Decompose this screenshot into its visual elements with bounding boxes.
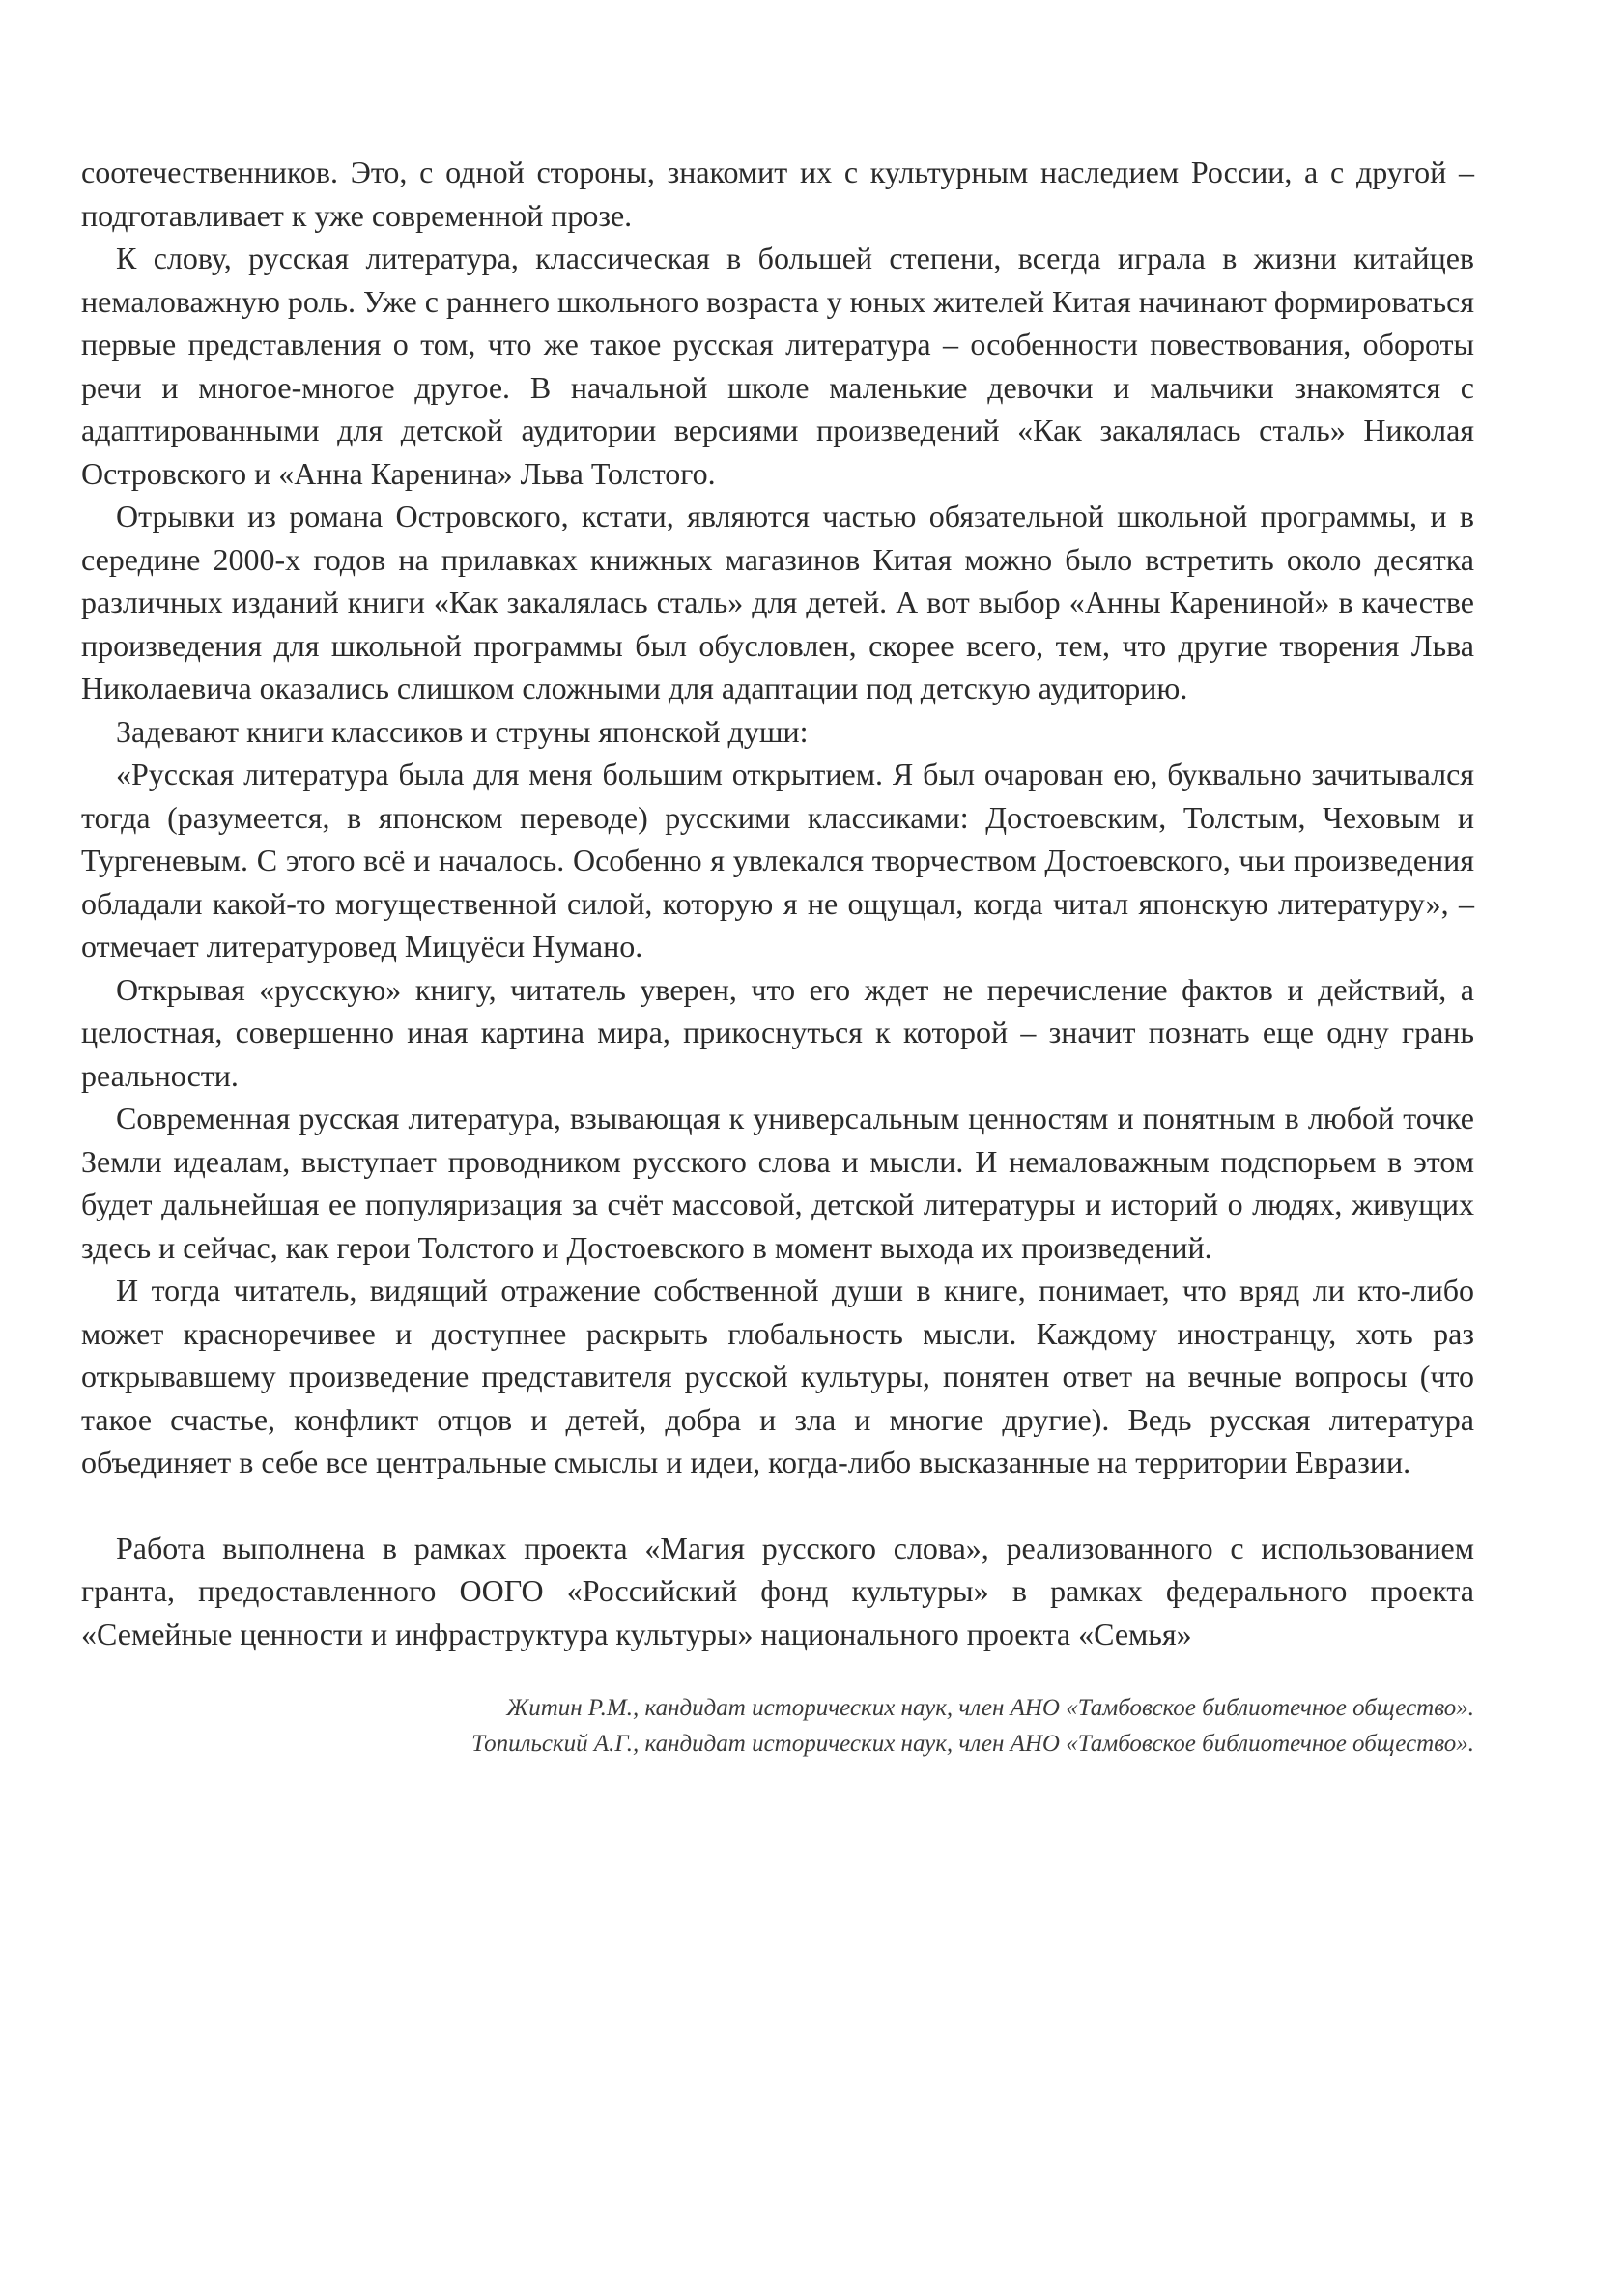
body-paragraph: И тогда читатель, видящий отражение собственной души в книге, понимает, что вряд ли кто-либо может красноречивее и доступнее раскрыть глобальность мысли. Каждому иностранцу, хоть раз открывавшему произведение представителя русской культуры, понятен ответ на вечные вопросы (что такое счастье, конфликт отцов и детей, добра и зла и многие другие). Ведь русская литература объединяет в себе все центральные смыслы и идеи, когда-либо высказанные на территории Евразии. [81,1273,1474,1479]
acknowledgement-paragraph: Работа выполнена в рамках проекта «Магия русского слова», реализованного с использованием гранта, предоставленного ООГО «Российский фонд культуры» в рамках федерального проекта «Семейные ценности и инфраструктура культуры» национального проекта «Семья» [81,1530,1474,1651]
authors-block [81,1690,1474,1762]
body-paragraph: Открывая «русскую» книгу, читатель уверен, что его ждет не перечисление фактов и действий, а целостная, совершенно иная картина мира, прикоснуться к которой – значит познать еще одну грань реальности. [81,971,1474,1093]
body-paragraph-continuation: соотечественников. Это, с одной стороны, знакомит их с культурным наследием России, а с другой – подготавливает к уже современной прозе. [81,155,1474,233]
section-gap [81,1484,1474,1527]
author-line: Житин Р.М., кандидат исторических наук, член АНО «Тамбовское библиотечное общество». [506,1695,1474,1721]
body-paragraph: Отрывки из романа Островского, кстати, являются частью обязательной школьной программы, и в середине 2000-х годов на прилавках книжных магазинов Китая можно было встретить около десятка различных изданий книги «Как закалялась сталь» для детей. А вот выбор «Анны Карениной» в качестве произведения для школьной программы был обусловлен, скорее всего, тем, что другие творения Льва Николаевича оказались слишком сложными для адаптации под детскую аудиторию. [81,499,1474,705]
document-page [81,151,1474,1762]
quote-paragraph: «Русская литература была для меня большим открытием. Я был очарован ею, буквально зачитывался тогда (разумеется, в японском переводе) русскими классиками: Достоевским, Толстым, Чеховым и Тургеневым. С этого всё и началось. Особенно я увлекался творчеством Достоевского, чьи произведения обладали какой-то могущественной силой, которую я не ощущал, когда читал японскую литературу», – отмечает литературовед Мицуёси Нумано. [81,757,1474,963]
body-paragraph: Задевают книги классиков и струны японской души: [116,713,809,749]
body-paragraph: Современная русская литература, взывающая к универсальным ценностям и понятным в любой точке Земли идеалам, выступает проводником русского слова и мысли. И немаловажным подспорьем в этом будет дальнейшая ее популяризация за счёт массовой, детской литературы и историй о людях, живущих здесь и сейчас, как герои Толстого и Достоевского в момент выхода их произведений. [81,1101,1474,1265]
author-line: Топильский А.Г., кандидат исторических наук, член АНО «Тамбовское библиотечное общество». [471,1731,1474,1757]
body-paragraph: К слову, русская литература, классическая в большей степени, всегда играла в жизни китайцев немаловажную роль. Уже с раннего школьного возраста у юных жителей Китая начинают формироваться первые представления о том, что же такое русская литература – особенности повествования, обороты речи и многое-многое другое. В начальной школе маленькие девочки и мальчики знакомятся с адаптированными для детской аудитории версиями произведений «Как закалялась сталь» Николая Островского и «Анна Каренина» Льва Толстого. [81,241,1474,491]
